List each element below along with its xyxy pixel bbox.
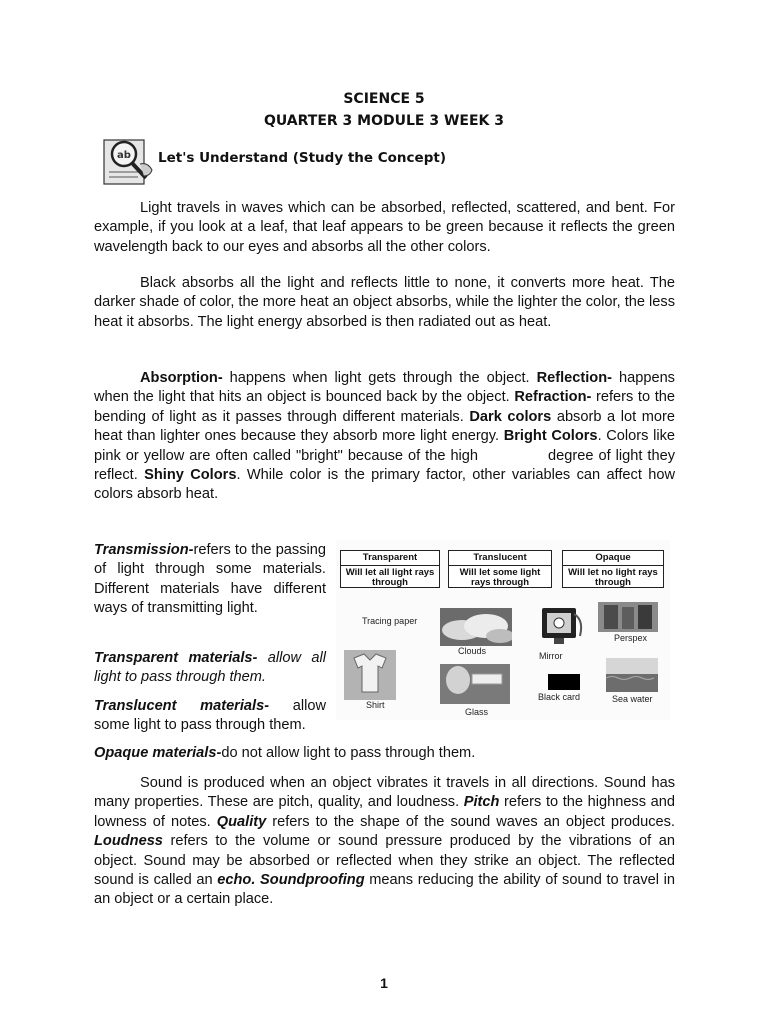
label-shirt: Shirt: [366, 700, 385, 710]
term-reflection: Reflection-: [536, 370, 612, 386]
term-echo: echo.: [217, 872, 256, 889]
term-loudness: Loudness: [94, 833, 163, 850]
figure-header-transparent: Transparent Will let all light rays through: [340, 550, 440, 588]
section-label: Let's Understand (Study the Concept): [158, 150, 446, 166]
paragraph-opaque: Opaque materials-do not allow light to pass through them.: [94, 745, 476, 761]
document-subtitle: QUARTER 3 MODULE 3 WEEK 3: [263, 113, 505, 129]
svg-text:ab: ab: [117, 150, 131, 161]
page-number: 1: [380, 975, 388, 991]
term-refraction: Refraction-: [514, 389, 592, 406]
glass-image: [440, 664, 510, 704]
term-transparent: Transparent materials-: [94, 650, 258, 666]
term-soundproofing: Soundproofing: [260, 872, 365, 889]
label-tracing-paper: Tracing paper: [362, 616, 418, 626]
term-transmission: Transmission-: [94, 542, 194, 558]
term-bright-colors: Bright Colors: [503, 428, 598, 445]
sea-water-image: [606, 658, 658, 692]
paragraph-definitions: Absorption- happens when light gets through the object. Reflection- happens when the light that hits an object is bounced back by the object. Refraction- refers to the bending of light as it passes through different materials. Dark colors absorb a lot more heat than lighter ones because they absorb more light energy. Bright Colors. Colors like pink or yellow are often called "bright" because of the high degree of light they reflect. Shiny Colors. While color is the primary factor, other variables can affect how colors absorb heat.: [94, 370, 676, 503]
black-card-image: [548, 674, 580, 690]
clouds-image: [440, 608, 512, 646]
section-header: [100, 134, 500, 188]
term-opaque: Opaque materials-: [94, 745, 222, 761]
term-pitch: Pitch: [463, 794, 500, 811]
paragraph-black-absorbs: Black absorbs all the light and reflects little to none, it converts more heat. The darker shade of color, the more heat an object absorbs, while the lighter the color, the less heat it absorbs. The light energy absorbed is then radiated out as heat.: [94, 275, 675, 330]
label-glass: Glass: [465, 707, 489, 717]
term-absorption: Absorption-: [140, 370, 223, 386]
figure-header-opaque: Opaque Will let no light rays through: [562, 550, 664, 588]
label-black-card: Black card: [538, 692, 581, 702]
paragraph-sound: Sound is produced when an object vibrates it travels in all directions. Sound has many properties. These are pitch, quality, and loudness. Pitch refers to the highness and lowness of notes. Quality refers to the shape of the sound waves an object produces. Loudness refers to the volume or sound pressure produced by the vibrations of an object. Sound may be absorbed or reflected when they strike an object. The reflected sound is called an echo. Soundproofing means reducing the ability of sound to travel in an object or a certain place.: [94, 775, 675, 908]
term-translucent: Translucent materials-: [94, 698, 270, 714]
label-perspex: Perspex: [614, 633, 648, 643]
paragraph-transparent: Transparent materials- allow all light to pass through them.: [94, 650, 326, 686]
mirror-image: [536, 604, 586, 650]
paragraph-light-waves: Light travels in waves which can be absorbed, reflected, scattered, and bent. For example, if you look at a leaf, that leaf appears to be green because it reflects the green wavelength back to our eyes and absorbs all the other colors.: [94, 200, 675, 255]
label-sea-water: Sea water: [612, 694, 653, 704]
paragraph-translucent: Translucent materials- allow some light to pass through them.: [94, 698, 326, 734]
perspex-image: [598, 602, 658, 632]
term-quality: Quality: [216, 813, 267, 830]
label-clouds: Clouds: [458, 646, 487, 656]
label-mirror: Mirror: [539, 651, 563, 661]
paragraph-transmission: Transmission-refers to the passing of light through some materials. Different materials have different ways of transmitting light.: [94, 542, 326, 617]
figure-header-translucent: Translucent Will let some light rays through: [448, 550, 552, 588]
term-dark-colors: Dark colors: [469, 408, 552, 425]
shirt-image: [344, 650, 396, 700]
document-title: SCIENCE 5: [343, 91, 425, 107]
materials-figure: [336, 540, 670, 720]
magnifier-paper-icon: [100, 134, 158, 188]
term-shiny-colors: Shiny Colors: [144, 467, 237, 484]
